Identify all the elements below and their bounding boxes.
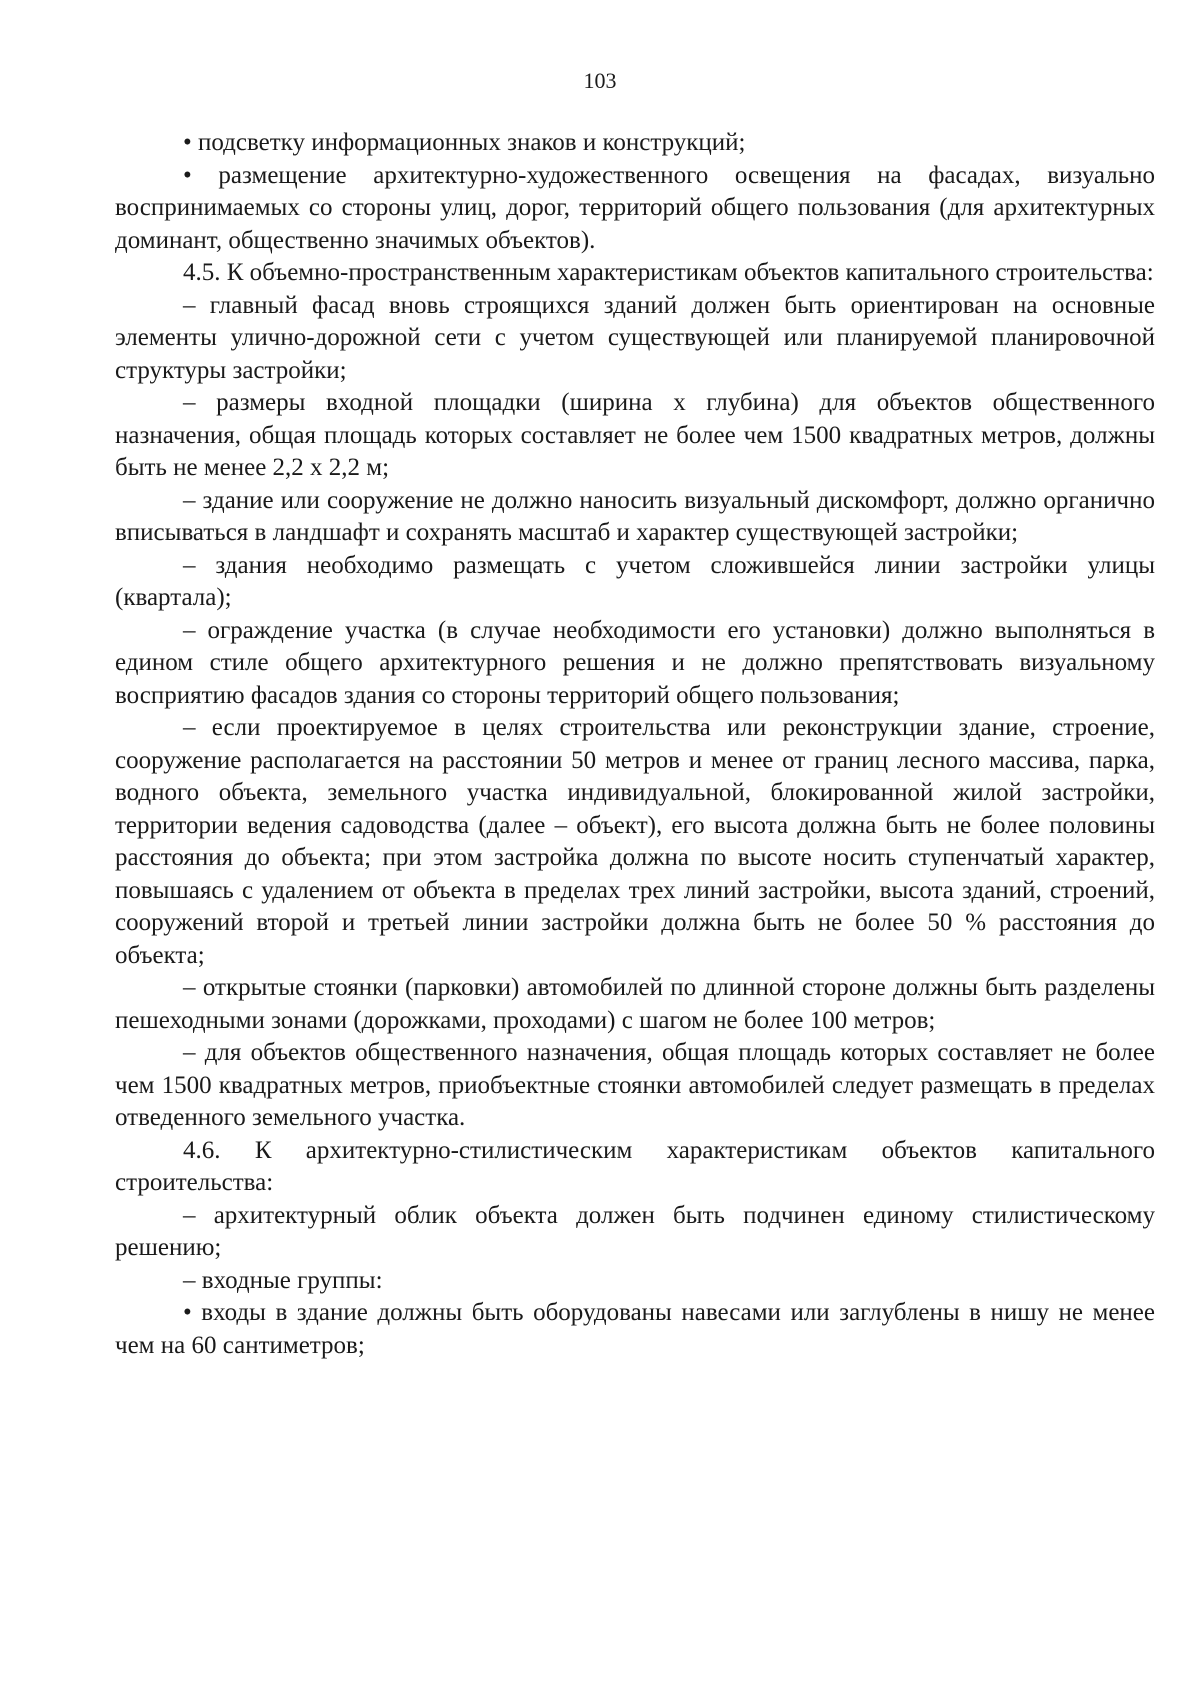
paragraph-site-parking: – для объектов общественного назначения, общая площадь которых составляет не более чем 1500 квадратных метров, приобъектные стоянки автомобилей следует размещать в пределах отведенного земельного участка. [115, 1039, 1155, 1131]
paragraph-bullet-sign-lighting: • подсветку информационных знаков и конструкций; [183, 129, 746, 156]
page-number: 103 [583, 68, 617, 93]
paragraph-building-line: – здания необходимо размещать с учетом сложившейся линии застройки улицы (квартала); [115, 551, 1155, 611]
paragraph-entrance-groups: – входные группы: [183, 1266, 383, 1294]
paragraph-main-facade: – главный фасад вновь строящихся зданий должен быть ориентирован на основные элементы улично-дорожной сети с учетом существующей или планируемой планировочной структуры застройки; [115, 291, 1155, 384]
paragraph-parking-zones: – открытые стоянки (парковки) автомобилей по длинной стороне должны быть разделены пешеходными зонами (дорожками, проходами) с шагом не более 100 метров; [115, 974, 1155, 1034]
paragraph-bullet-canopies: • входы в здание должны быть оборудованы навесами или заглублены в нишу не менее чем на 60 сантиметров; [115, 1299, 1155, 1359]
paragraph-entrance-platform: – размеры входной площадки (ширина х глубина) для объектов общественного назначения, общая площадь которых составляет не более чем 1500 квадратных метров, должны быть не менее 2,2 х 2,2 м; [115, 389, 1155, 481]
paragraph-height-limits: – если проектируемое в целях строительства или реконструкции здание, строение, сооружение располагается на расстоянии 50 метров и менее от границ лесного массива, парка, водного объекта, земельного участка индивидуальной, блокированной жилой застройки, территории ведения садоводства (далее – объект), его высота должна быть не более половины расстояния до объекта; при этом застройка должна по высоте носить ступенчатый характер, повышаясь с удалением от объекта в пределах трех линий застройки, высота зданий, строений, сооружений второй и третьей линии застройки должна быть не более 50 % расстояния до объекта; [115, 714, 1155, 969]
paragraph-section-4-5: 4.5. К объемно-пространственным характеристикам объектов капитального строительства: [183, 259, 1154, 286]
paragraph-visual-comfort: – здание или сооружение не должно наносить визуальный дискомфорт, должно органично вписываться в ландшафт и сохранять масштаб и характер существующей застройки; [115, 486, 1155, 546]
document-body [115, 127, 1155, 1362]
paragraph-section-4-6: 4.6. К архитектурно-стилистическим характеристикам объектов капитального строительства: [115, 1136, 1155, 1196]
paragraph-bullet-facade-lighting: • размещение архитектурно-художественного освещения на фасадах, визуально воспринимаемых со стороны улиц, дорог, территорий общего пользования (для архитектурных доминант, общественно значимых объектов). [115, 161, 1155, 254]
paragraph-architectural-style: – архитектурный облик объекта должен быть подчинен единому стилистическому решению; [115, 1201, 1155, 1261]
paragraph-fencing: – ограждение участка (в случае необходимости его установки) должно выполняться в едином стиле общего архитектурного решения и не должно препятствовать визуальному восприятию фасадов здания со стороны территорий общего пользования; [115, 616, 1155, 709]
